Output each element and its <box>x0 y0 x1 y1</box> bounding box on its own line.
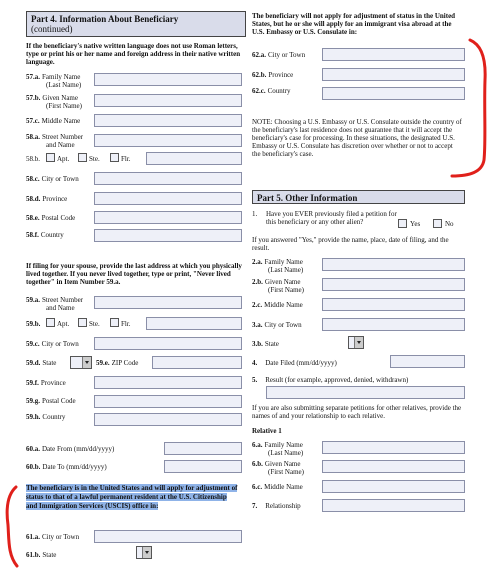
field-2b-label: 2.b. Given Name (First Name) <box>252 278 304 295</box>
field-59h-label: 59.h. Country <box>26 413 66 421</box>
field-6a-label: 6.a. Family Name (Last Name) <box>252 441 304 458</box>
right-bracket-annotation <box>452 40 485 176</box>
field-61a-label: 61.a. City or Town <box>26 533 80 541</box>
apt-label-59b: Apt. <box>57 320 70 328</box>
part4-subtitle: (continued) <box>31 24 73 35</box>
field-58d-label: 58.d. Province <box>26 195 68 203</box>
field-58e-label: 58.e. Postal Code <box>26 214 76 222</box>
field-2a-label: 2.a. Family Name (Last Name) <box>252 258 304 275</box>
yes-instructions: If you answered "Yes," provide the name, place, date of filing, and the result. <box>252 236 449 253</box>
field-58f-label: 58.f. Country <box>26 231 64 239</box>
ste-label: Ste. <box>89 155 100 163</box>
part4-title: Part 4. Information About Beneficiary <box>31 14 179 24</box>
field-6b-label: 6.b. Given Name (First Name) <box>252 460 304 477</box>
q1-number: 1. <box>252 210 258 218</box>
consulate-note: NOTE: Choosing a U.S. Embassy or U.S. Consulate outside the country of the beneficiary's last residence does not guarantee that it will accept the beneficiary's case for processing. In these situations, the designated U.S. Embassy or U.S. Consulate has discretion over whether or not to accept the beneficiary's case. <box>252 118 462 159</box>
field-59f-label: 59.f. Province <box>26 379 66 387</box>
field-5-label: 5. Result (for example, approved, denied, withdrawn) <box>252 376 409 384</box>
field-2c-label: 2.c. Middle Name <box>252 301 303 309</box>
ste-label-59b: Ste. <box>89 320 100 328</box>
field-59c-label: 59.c. City or Town <box>26 340 79 348</box>
relatives-instructions: If you are also submitting separate petitions for other relatives, provide the names of and your relationship to each relative. <box>252 404 462 421</box>
field-4-label: 4. Date Filed (mm/dd/yyyy) <box>252 359 337 367</box>
field-60b-label: 60.b. Date To (mm/dd/yyyy) <box>26 463 107 471</box>
field-62a-label: 62.a. City or Town <box>252 51 306 59</box>
field-57b-label: 57.b. Given Name (First Name) <box>26 94 82 111</box>
field-57a-label: 57.a. Family Name (Last Name) <box>26 73 82 90</box>
field-57c-label: 57.c. Middle Name <box>26 117 81 125</box>
field-59d-label: 59.d. State <box>26 359 57 367</box>
native-language-instructions: If the beneficiary's native written language does not use Roman letters, type or print his or her name and foreign address in their native written language. <box>26 42 241 67</box>
flr-label: Flr. <box>121 155 131 163</box>
flr-label-59b: Flr. <box>121 320 131 328</box>
field-59b-label: 59.b. <box>26 320 41 328</box>
field-62c-label: 62.c. Country <box>252 87 291 95</box>
uscis-office-instructions: The beneficiary is in the United States and will apply for adjustment of status to that of a lawful permanent resident at the U.S. Citizenship and Immigration Services (USCIS) office in: <box>26 484 238 511</box>
field-60a-label: 60.a. Date From (mm/dd/yyyy) <box>26 445 115 453</box>
field-58b-label: 58.b. <box>26 155 40 163</box>
field-3b-label: 3.b. State <box>252 340 279 348</box>
yes-label: Yes <box>410 220 421 228</box>
field-61b-label: 61.b. State <box>26 551 57 559</box>
field-58c-label: 58.c. City or Town <box>26 175 79 183</box>
left-bracket-annotation <box>7 487 17 566</box>
field-59g-label: 59.g. Postal Code <box>26 397 76 405</box>
apt-label: Apt. <box>57 155 70 163</box>
no-label: No <box>445 220 454 228</box>
field-59e-label: 59.e. ZIP Code <box>96 359 139 367</box>
field-59a-label: 59.a. Street Number and Name <box>26 296 84 313</box>
spouse-address-instructions: If filing for your spouse, provide the last address at which you physically lived together. If you never lived together, type or print, "Never lived together" in Item Number 59.a. <box>26 262 242 287</box>
part5-title: Part 5. Other Information <box>257 193 358 203</box>
field-7-label: 7. Relationship <box>252 502 301 510</box>
field-58a-label: 58.a. Street Number and Name <box>26 133 84 150</box>
field-3a-label: 3.a. City or Town <box>252 321 302 329</box>
field-6c-label: 6.c. Middle Name <box>252 483 303 491</box>
relative-1-heading: Relative 1 <box>252 427 282 435</box>
field-62b-label: 62.b. Province <box>252 71 294 79</box>
q1-text: Have you EVER previously filed a petition for this beneficiary or any other alien? <box>266 210 397 227</box>
consulate-instructions: The beneficiary will not apply for adjustment of status in the United States, but he or she will apply for an immigrant visa abroad at the U.S. Embassy or U.S. Consulate in: <box>252 12 456 37</box>
